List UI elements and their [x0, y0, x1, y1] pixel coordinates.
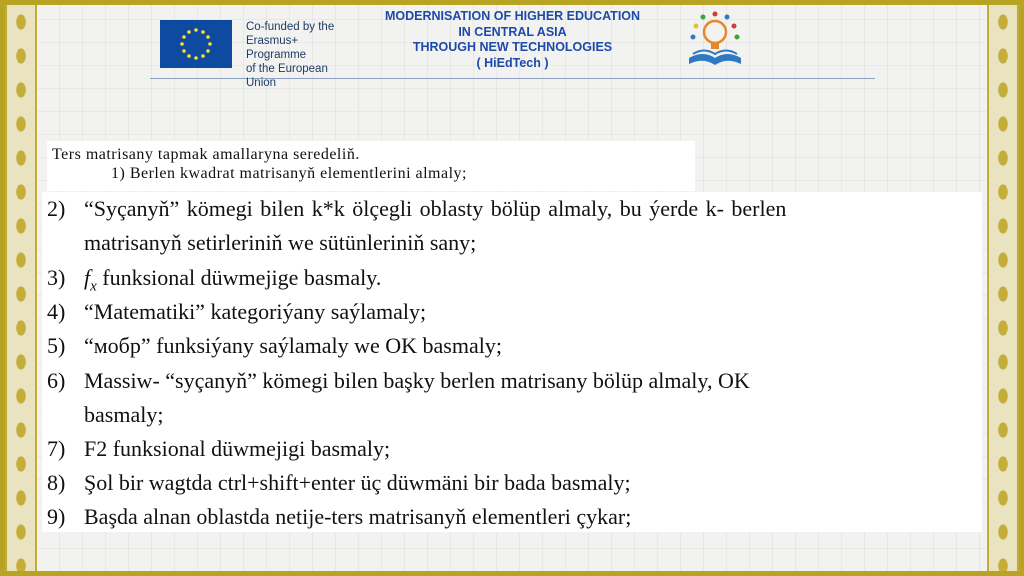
hiedtech-logo-icon: [683, 8, 747, 70]
project-title: MODERNISATION OF HIGHER EDUCATION IN CENTRAL ASIA THROUGH NEW TECHNOLOGIES ( HiEdTech ): [384, 9, 641, 70]
eu-flag-icon: [160, 20, 232, 68]
intro-heading: Ters matrisany tapmak amallaryna seredeliň.: [52, 146, 360, 163]
intro-box: [47, 141, 695, 191]
eu-funding-text: Co-funded by the Erasmus+ Programme of the European Union: [246, 21, 335, 89]
left-ornament: [5, 5, 37, 571]
header: [150, 8, 875, 89]
step-1: 1) Berlen kwadrat matrisanyň elementlerini almaly;: [111, 165, 467, 182]
right-ornament: [987, 5, 1019, 571]
fx-icon: f: [84, 265, 91, 290]
steps-list: 2) “Syçanyň” kömegi bilen k*k ölçegli oblasty bölüp almaly, bu ýerde k- berlen matrisanyň setirleriniň we sütünleriniň sany; 3) $f_x$ funksional düwmejige basmaly. 4) “Matematiki” kategoriýany saýlamaly; 5) “мобр” funksiýany saýlamaly we OK basmaly; 6) Massiw- “syçanyň” kömegi bilen başky berlen matrisany bölüp almaly, OK basmaly; 7) F2 funksional düwmejigi basmaly; 8) Şol bir wagtda ctrl+shift+enter üç düwmäni bir bada basmaly; 9) Başda alnan oblastda netije-ters matrisanyň elementleri çykar;: [42, 192, 982, 532]
